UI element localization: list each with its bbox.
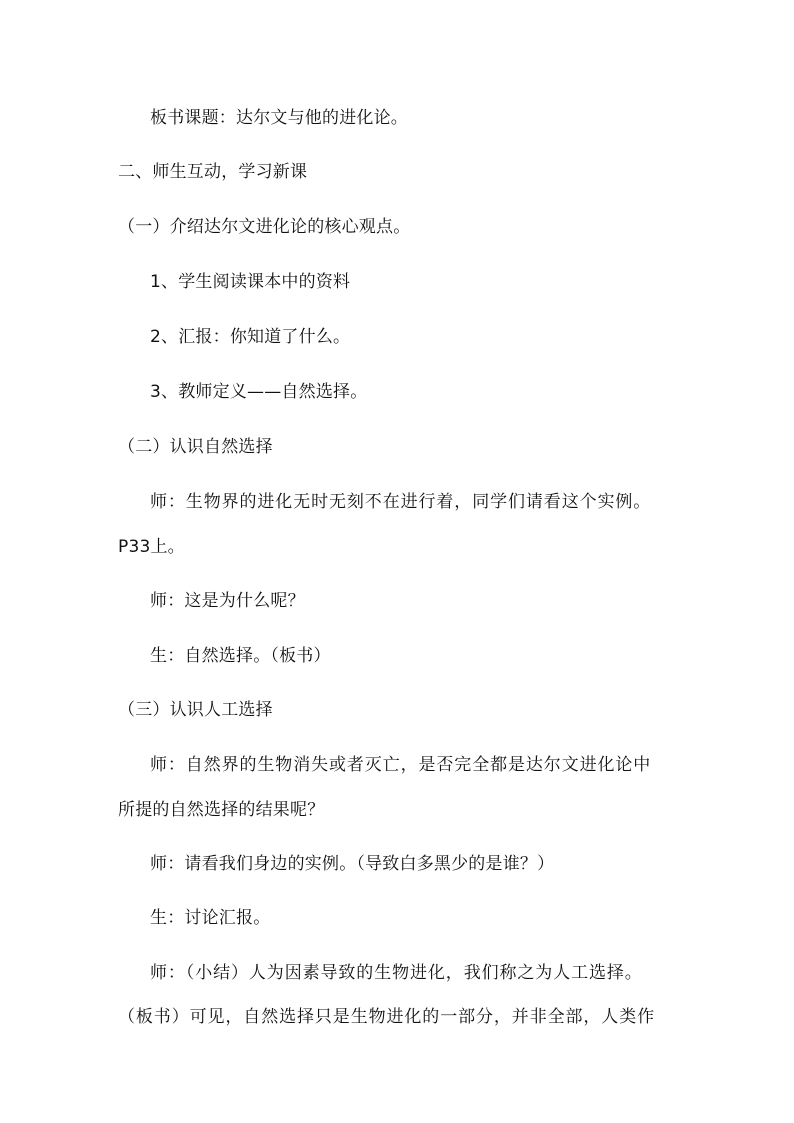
subsection-heading-3: （三）认识人工选择 [118,700,273,720]
teacher-question-line: 师：这是为什么呢？ [150,591,305,611]
board-title-line: 板书课题：达尔文与他的进化论。 [150,108,408,128]
student-answer-line: 生：自然选择。（板书） [150,646,331,666]
teacher-line-2-continued: 所提的自然选择的结果呢？ [118,800,325,820]
subsection-heading-1: （一）介绍达尔文进化论的核心观点。 [118,217,411,237]
step-3-line: 3、教师定义——自然选择。 [150,382,368,402]
subsection-heading-2: （二）认识自然选择 [118,437,273,457]
step-1-line: 1、学生阅读课本中的资料 [150,272,351,292]
teacher-summary-line: 师：（小结）人为因素导致的生物进化，我们称之为人工选择。 [150,963,643,983]
teacher-line-3: 师：请看我们身边的实例。（导致白多黑少的是谁？） [150,854,555,874]
summary-continued-line: （板书）可见，自然选择只是生物进化的一部分，并非全部，人类作 [118,1007,655,1027]
step-2-line: 2、汇报：你知道了什么。 [150,327,351,347]
section-heading-2: 二、师生互动，学习新课 [118,162,308,182]
student-discussion-line: 生：讨论汇报。 [150,908,271,928]
teacher-line-2: 师：自然界的生物消失或者灭亡，是否完全都是达尔文进化论中 [150,755,652,775]
page-reference-line: P33上。 [118,537,185,557]
teacher-line-1: 师：生物界的进化无时无刻不在进行着，同学们请看这个实例。 [150,492,652,512]
